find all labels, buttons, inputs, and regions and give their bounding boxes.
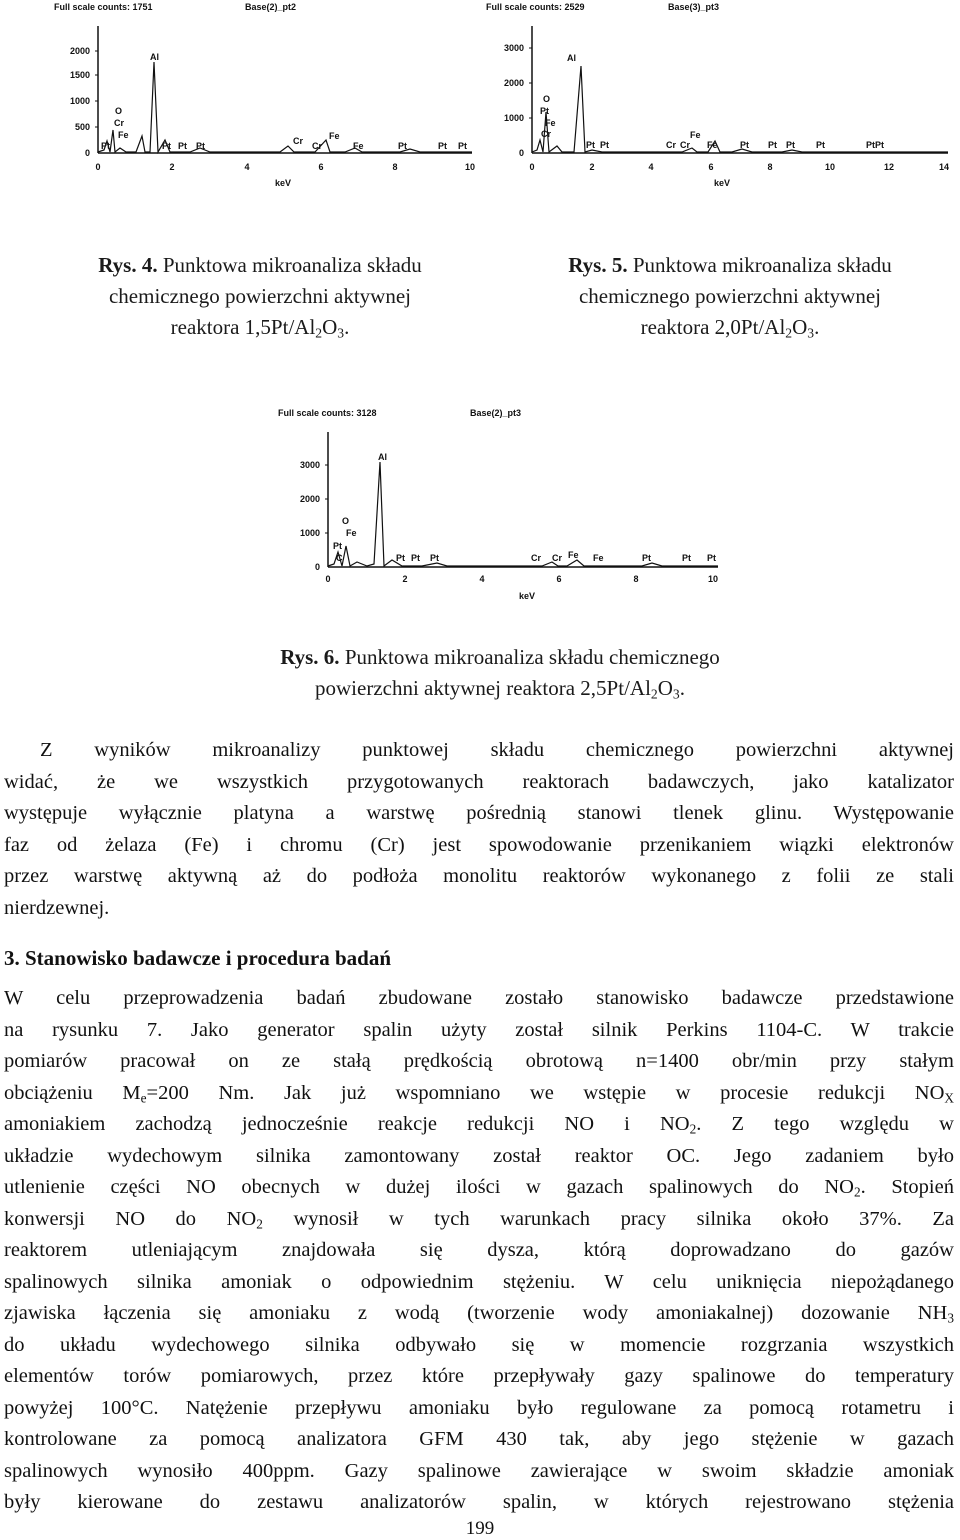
peak-label: O: [342, 516, 350, 526]
caption-label: Rys. 4.: [98, 253, 158, 277]
figure-caption-rys5: [520, 250, 940, 343]
text-line: układzie wydechowym silnika zamontowany został reaktor OC. Jego zadaniem było: [4, 1144, 954, 1167]
peak-label: Pt: [600, 140, 609, 150]
x-tick: 0: [325, 574, 331, 584]
caption-label: Rys. 5.: [568, 253, 628, 277]
x-tick: 14: [938, 162, 950, 172]
spectrum-trace: [328, 462, 718, 566]
body-paragraph-2: [4, 983, 954, 1519]
x-tick: 6: [708, 162, 714, 172]
x-tick: 0: [529, 162, 535, 172]
peak-label: O: [115, 106, 123, 116]
y-tick: 3000: [299, 460, 320, 470]
peak-label: Pt: [162, 141, 171, 151]
peak-label: Fe: [593, 553, 604, 563]
peak-label: Pt: [586, 140, 595, 150]
x-tick: 2: [589, 162, 595, 172]
peak-label: Fe: [346, 528, 357, 538]
x-tick: 0: [95, 162, 101, 172]
caption-text: Punktowa mikroanaliza składu: [162, 253, 422, 277]
x-tick: 10: [824, 162, 836, 172]
text-line: na rysunku 7. Jako generator spalin użyty został silnik Perkins 1104-C. W trakcie: [4, 1018, 954, 1041]
caption-line: reaktora $2,0Pt/Al_2O_3$.: [640, 315, 820, 341]
x-tick: 8: [767, 162, 773, 172]
text-line: przez warstwę aktywną aż do podłoża monolitu reaktorów wykonanego z folii ze stali: [4, 865, 954, 887]
x-tick: 4: [244, 162, 250, 172]
peak-label: Pt: [740, 140, 749, 150]
x-tick: 8: [633, 574, 639, 584]
peak-label: Pt: [178, 141, 187, 151]
peak-label: C: [336, 553, 343, 563]
peak-label: Fe: [568, 550, 579, 560]
peak-label: Fe: [707, 140, 718, 150]
caption-line: [40, 250, 480, 281]
peak-label: Fe: [545, 118, 556, 128]
caption-text: Punktowa mikroanaliza składu chemicznego: [344, 645, 720, 669]
y-tick: 1000: [69, 96, 90, 106]
caption-label: Rys. 6.: [280, 645, 340, 669]
text-line: pomiarów pracował on ze stałą prędkością obrotową n=1400 obr/min przy stałym: [4, 1050, 954, 1072]
text-line: do układu wydechowego silnika odbywało się w momencie rozgrzania wszystkich: [4, 1333, 954, 1356]
text-line: W celu przeprowadzenia badań zbudowane zostało stanowisko badawcze przedstawione: [4, 987, 954, 1009]
x-tick: 2: [169, 162, 175, 172]
x-axis-unit: keV: [274, 178, 292, 188]
x-tick: 12: [883, 162, 895, 172]
x-axis-unit: keV: [518, 591, 536, 601]
text-line: obciążeniu $M_e=200$ Nm. Jak już wspomniano we wstępie w procesie redukcji $NO_X$: [4, 1081, 954, 1105]
peak-label: Fe: [690, 130, 701, 140]
x-tick: 6: [318, 162, 324, 172]
caption-line: chemicznego powierzchni aktywnej: [108, 284, 412, 308]
peak-label: Pt: [411, 553, 420, 563]
y-tick: 3000: [503, 43, 524, 53]
y-tick: 2000: [69, 46, 90, 56]
text-line: elementów torów pomiarowych, przez które przepływały gazy spalinowe do temperatury: [4, 1365, 954, 1387]
text-line: utlenienie części NO obecnych w dużej ilości w gazach spalinowych do $NO_2$. Stopień: [4, 1176, 954, 1200]
peak-label: Cr: [680, 140, 691, 150]
text-line: nierdzewnej.: [4, 896, 110, 919]
x-axis-unit: keV: [713, 178, 731, 188]
peak-label: Pt: [101, 141, 110, 151]
peak-label: Cr: [114, 118, 125, 128]
peak-label: Pt: [333, 541, 342, 551]
y-tick: 1000: [503, 113, 524, 123]
peak-label: O: [543, 94, 551, 104]
caption-line: powierzchni aktywnej reaktora $2,5Pt/Al_2O_3$.: [315, 676, 685, 702]
peak-label: Cr: [312, 141, 323, 151]
y-tick: 1000: [299, 528, 320, 538]
peak-label: Pt: [768, 140, 777, 150]
text-line: widać, że we wszystkich przygotowanych reaktorach badawczych, jako katalizator: [4, 770, 954, 793]
y-tick: 500: [74, 122, 90, 132]
text-line: spalinowych wynosiło 400ppm. Gazy spalinowe zawierające w swoim składzie amoniak: [4, 1459, 954, 1482]
peak-label: Cr: [531, 553, 542, 563]
text-line: powyżej 100°C. Natężenie przepływu amoniaku było regulowane za pomocą rotametru i: [4, 1396, 954, 1419]
text-line: konwersji NO do $NO_2$ wynosił w tych warunkach pracy silnika około 37%. Za: [4, 1207, 955, 1231]
text-line: reaktorem utleniającym znajdowała się dysza, którą doprowadzano do gazów: [4, 1239, 954, 1261]
y-tick: 1500: [69, 70, 90, 80]
x-tick: 10: [707, 574, 719, 584]
peak-label: Fe: [353, 141, 364, 151]
section-heading: 3. Stanowisko badawcze i procedura badań: [4, 946, 392, 970]
text-line: występuje wyłącznie platyna a warstwę pośrednią stanowi tlenek glinu. Występowanie: [4, 802, 954, 824]
y-tick: 0: [314, 562, 320, 572]
peak-label: Cr: [552, 553, 563, 563]
text-line: zjawiska łączenia się amoniaku z wodą (tworzenie wody amoniakalnej) dozowanie $NH_3$: [4, 1302, 954, 1326]
full-scale-counts: Full scale counts: 3128: [278, 408, 377, 418]
text-line: Z wyników mikroanalizy punktowej składu chemicznego powierzchni aktywnej: [40, 739, 954, 761]
body-paragraph-1: [4, 735, 954, 924]
peak-label: Al: [567, 53, 576, 63]
y-tick: 2000: [503, 78, 524, 88]
peak-labels: [333, 452, 716, 563]
peak-label: Pt: [540, 106, 549, 116]
text-line: amoniakiem zachodzą jednocześnie reakcje redukcji NO i $NO_2$. Z tego względu w: [4, 1113, 954, 1137]
text-line: spalinowych silnika amoniak o odpowiednim stężeniu. W celu uniknięcia niepożądanego: [4, 1270, 954, 1293]
peak-label: Pt: [786, 140, 795, 150]
spectrum-chart-rys4: [40, 0, 480, 195]
sample-name: Base(2)_pt2: [245, 2, 297, 12]
text-line: kontrolowane za pomocą analizatora GFM 430 tak, aby jego stężenie w gazach: [4, 1428, 954, 1450]
y-tick: 0: [518, 148, 524, 158]
peak-label: Pt: [642, 553, 651, 563]
peak-label: Pt: [458, 141, 467, 151]
x-tick: 6: [556, 574, 562, 584]
peak-label: Pt: [682, 553, 691, 563]
spectrum-trace: [98, 62, 472, 152]
peak-label: Pt: [196, 141, 205, 151]
y-tick: 2000: [299, 494, 320, 504]
caption-line: chemicznego powierzchni aktywnej: [578, 284, 882, 308]
peak-label: Fe: [329, 131, 340, 141]
figure-caption-rys4: [40, 250, 480, 343]
text-line: faz od żelaza (Fe) i chromu (Cr) jest spowodowanie przenikaniem wiązki elektronów: [4, 833, 954, 856]
x-tick: 4: [479, 574, 485, 584]
peak-label: Pt: [816, 140, 825, 150]
peak-labels: [540, 53, 884, 150]
peak-label: Pt: [707, 553, 716, 563]
x-tick: 2: [402, 574, 408, 584]
peak-label: Cr: [293, 136, 304, 146]
spectrum-chart-rys5: [482, 0, 952, 195]
peak-label: Cr: [541, 129, 552, 139]
peak-label: Al: [150, 52, 159, 62]
caption-text: Punktowa mikroanaliza składu: [632, 253, 892, 277]
y-tick: 0: [84, 148, 90, 158]
peak-label: Cr: [666, 140, 677, 150]
figure-caption-rys6: [180, 642, 820, 704]
sample-name: Base(2)_pt3: [470, 408, 522, 418]
page-number: 199: [465, 1518, 495, 1539]
caption-line: [180, 642, 820, 673]
x-tick: 4: [648, 162, 654, 172]
peak-label: Fe: [118, 130, 129, 140]
peak-label: Al: [378, 452, 387, 462]
x-tick: 10: [464, 162, 476, 172]
caption-line: reaktora $1,5Pt/Al_2O_3$.: [170, 315, 350, 341]
full-scale-counts: Full scale counts: 1751: [54, 2, 153, 12]
spectrum-chart-rys6: [262, 404, 732, 604]
peak-label: Pt: [398, 141, 407, 151]
full-scale-counts: Full scale counts: 2529: [486, 2, 585, 12]
peak-label: Pt: [396, 553, 405, 563]
peak-label: Pt: [430, 553, 439, 563]
text-line: były kierowane do zestawu analizatorów spalin, w których rejestrowano stężenia: [4, 1491, 954, 1513]
peak-label: Pt: [438, 141, 447, 151]
caption-line: [520, 250, 940, 281]
x-tick: 8: [392, 162, 398, 172]
peak-label: PtPt: [866, 140, 884, 150]
sample-name: Base(3)_pt3: [668, 2, 720, 12]
